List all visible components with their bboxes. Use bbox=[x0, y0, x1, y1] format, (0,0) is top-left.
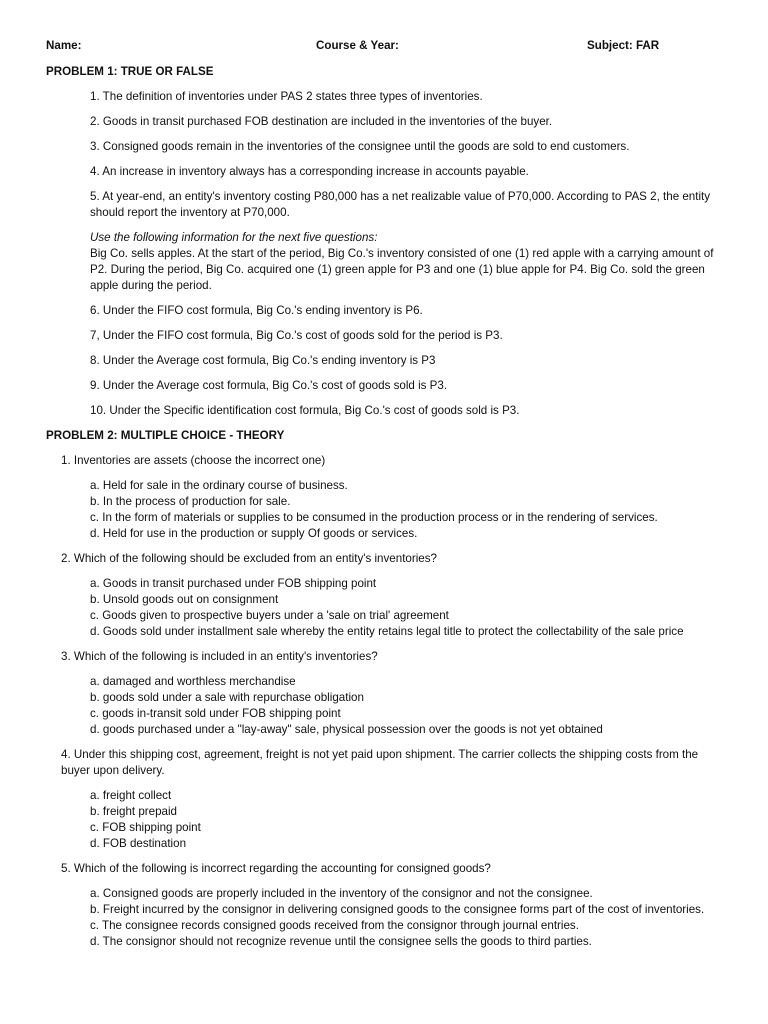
document-body bbox=[0, 64, 768, 959]
true-false-item: 1. The definition of inventories under PAS 2 states three types of inventories. bbox=[90, 90, 483, 103]
choice-item: a. Goods in transit purchased under FOB shipping point bbox=[90, 577, 377, 590]
true-false-item: 5. At year-end, an entity's inventory costing P80,000 has a net realizable value of P70,000. According to PAS 2, the entity should report the inventory at P70,000. bbox=[90, 190, 711, 219]
course-year-label: Course & Year: bbox=[316, 39, 399, 52]
info-block bbox=[90, 230, 720, 294]
true-false-item: 4. An increase in inventory always has a corresponding increase in accounts payable. bbox=[90, 165, 529, 178]
choice-list bbox=[90, 478, 720, 542]
true-false-item: 8. Under the Average cost formula, Big Co.'s ending inventory is P3 bbox=[90, 354, 436, 367]
choice-list bbox=[90, 576, 720, 640]
true-false-item: 10. Under the Specific identification cost formula, Big Co.'s cost of goods sold is P3. bbox=[90, 404, 520, 417]
mc-question: 1. Inventories are assets (choose the incorrect one) bbox=[61, 454, 326, 467]
mc-question: 4. Under this shipping cost, agreement, freight is not yet paid upon shipment. The carrier collects the shipping costs from the buyer upon delivery. bbox=[61, 748, 699, 777]
choice-list bbox=[90, 788, 720, 852]
subject-label: Subject: FAR bbox=[587, 39, 660, 52]
name-label: Name: bbox=[46, 39, 82, 52]
choice-item: a. Consigned goods are properly included in the inventory of the consignor and not the consignee. bbox=[90, 887, 593, 900]
choice-item: d. The consignor should not recognize revenue until the consignee sells the goods to third parties. bbox=[90, 935, 592, 948]
true-false-item: 7, Under the FIFO cost formula, Big Co.'s cost of goods sold for the period is P3. bbox=[90, 329, 503, 342]
choice-item: c. In the form of materials or supplies to be consumed in the production process or in the rendering of services. bbox=[90, 511, 658, 524]
choice-item: d. Goods sold under installment sale whereby the entity retains legal title to protect the collectability of the sale price bbox=[90, 625, 684, 638]
choice-item: c. The consignee records consigned goods received from the consignor through journal entries. bbox=[90, 919, 579, 932]
info-text: Big Co. sells apples. At the start of the period, Big Co.'s inventory consisted of one (1) red apple with a carrying amount of P2. During the period, Big Co. acquired one (1) green apple for P3 and one (1) blue apple for P4. Big Co. sold the green apple during the period. bbox=[90, 247, 714, 292]
choice-list bbox=[90, 886, 720, 950]
choice-item: a. damaged and worthless merchandise bbox=[90, 675, 296, 688]
choice-item: b. Freight incurred by the consignor in delivering consigned goods to the consignee forms part of the cost of inventories. bbox=[90, 903, 705, 916]
choice-item: d. goods purchased under a "lay-away" sale, physical possession over the goods is not yet obtained bbox=[90, 723, 603, 736]
header-row bbox=[0, 38, 768, 56]
problem1-title: PROBLEM 1: TRUE OR FALSE bbox=[46, 65, 214, 78]
choice-item: d. FOB destination bbox=[90, 837, 187, 850]
choice-item: b. freight prepaid bbox=[90, 805, 178, 818]
true-false-item: 9. Under the Average cost formula, Big Co.'s cost of goods sold is P3. bbox=[90, 379, 448, 392]
choice-item: b. Unsold goods out on consignment bbox=[90, 593, 279, 606]
true-false-item: 2. Goods in transit purchased FOB destination are included in the inventories of the buyer. bbox=[90, 115, 553, 128]
choice-item: c. FOB shipping point bbox=[90, 821, 201, 834]
choice-item: a. Held for sale in the ordinary course of business. bbox=[90, 479, 348, 492]
choice-item: b. In the process of production for sale. bbox=[90, 495, 291, 508]
choice-list bbox=[90, 674, 720, 738]
mc-question: 2. Which of the following should be excluded from an entity's inventories? bbox=[61, 552, 437, 565]
problem2-title: PROBLEM 2: MULTIPLE CHOICE - THEORY bbox=[46, 429, 285, 442]
mc-question: 3. Which of the following is included in an entity's inventories? bbox=[61, 650, 378, 663]
info-intro: Use the following information for the next five questions: bbox=[90, 231, 378, 244]
choice-item: d. Held for use in the production or supply Of goods or services. bbox=[90, 527, 418, 540]
choice-item: a. freight collect bbox=[90, 789, 172, 802]
choice-item: b. goods sold under a sale with repurchase obligation bbox=[90, 691, 364, 704]
choice-item: c. goods in-transit sold under FOB shipping point bbox=[90, 707, 341, 720]
mc-question: 5. Which of the following is incorrect regarding the accounting for consigned goods? bbox=[61, 862, 491, 875]
choice-item: c. Goods given to prospective buyers under a 'sale on trial' agreement bbox=[90, 609, 449, 622]
true-false-item: 6. Under the FIFO cost formula, Big Co.'s ending inventory is P6. bbox=[90, 304, 423, 317]
true-false-item: 3. Consigned goods remain in the inventories of the consignee until the goods are sold to end customers. bbox=[90, 140, 630, 153]
